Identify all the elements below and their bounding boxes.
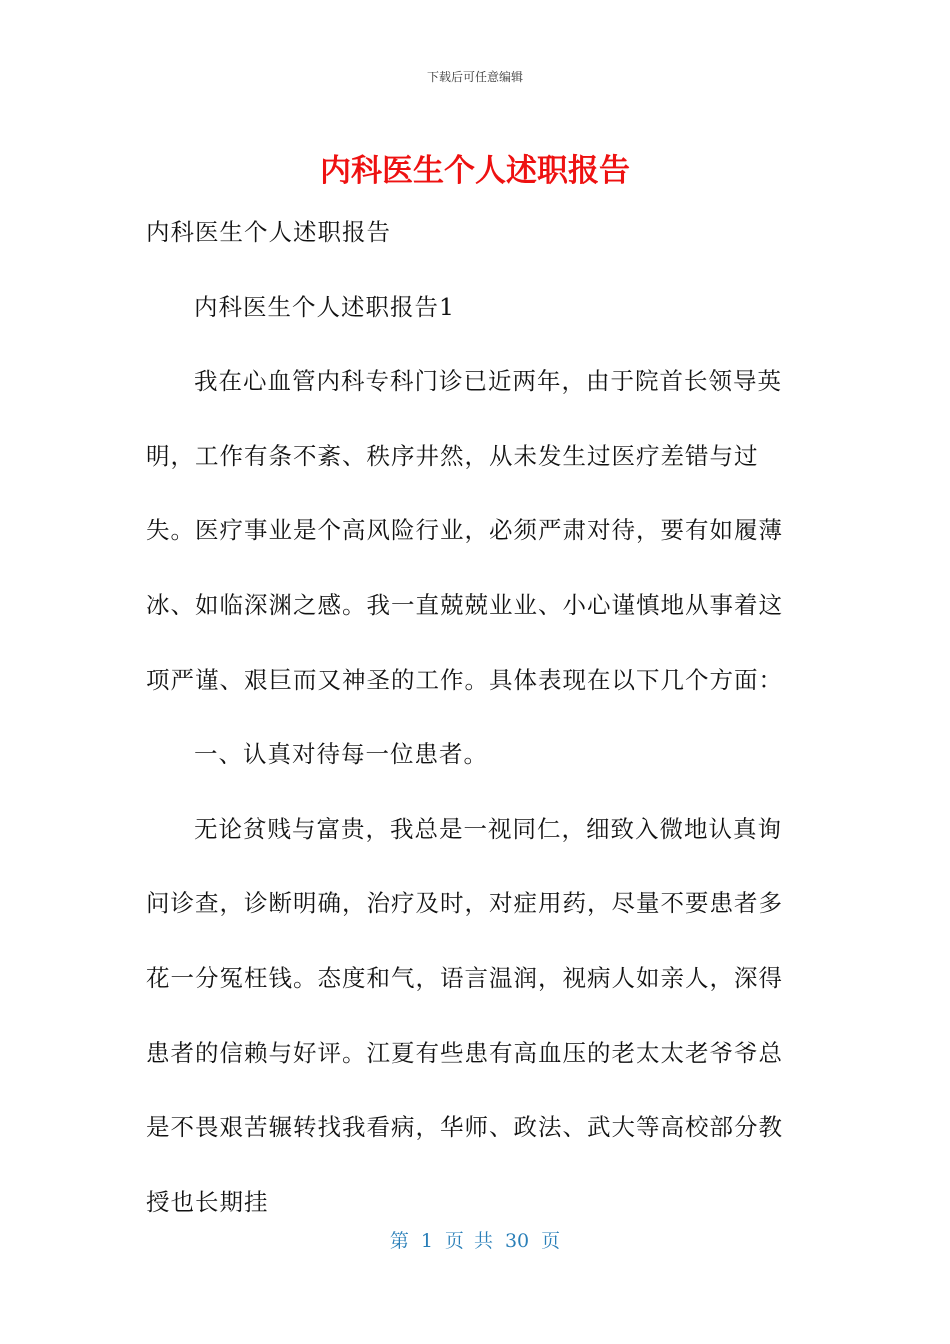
- paragraph-point-one-heading: 一、认真对待每一位患者。: [194, 740, 488, 769]
- paragraph-intro: 我在心血管内科专科门诊已近两年，由于院首长领导英明，工作有条不紊、秩序井然，从未发生过医疗差错与过失。医疗事业是个高风险行业，必须严肃对待，要有如履薄冰、如临深渊之感。我一直兢兢业业、小心谨慎地从事着这项严谨、艰巨而又神圣的工作。具体表现在以下几个方面：: [146, 367, 783, 694]
- paragraph-subtitle: 内科医生个人述职报告: [146, 218, 391, 246]
- paragraph-section-heading: 内科医生个人述职报告1: [194, 292, 455, 321]
- header-note: 下载后可任意编辑: [426, 70, 523, 84]
- footer-middle: 页 共: [444, 1230, 493, 1252]
- footer-prefix: 第: [389, 1230, 409, 1252]
- document-title: 内科医生个人述职报告: [320, 153, 630, 189]
- footer-suffix: 页: [541, 1230, 561, 1252]
- page-footer: [0, 1226, 950, 1253]
- footer-total-pages: 30: [504, 1230, 530, 1252]
- paragraph-point-one-body: 无论贫贱与富贵，我总是一视同仁，细致入微地认真询问诊查，诊断明确，治疗及时，对症用药，尽量不要患者多花一分冤枉钱。态度和气，语言温润，视病人如亲人，深得患者的信赖与好评。江夏有些患有高血压的老太太老爷爷总是不畏艰苦辗转找我看病，华师、政法、武大等高校部分教授也长期挂: [146, 814, 783, 1216]
- document-body: [146, 195, 802, 1239]
- footer-page-number: 1: [420, 1230, 433, 1252]
